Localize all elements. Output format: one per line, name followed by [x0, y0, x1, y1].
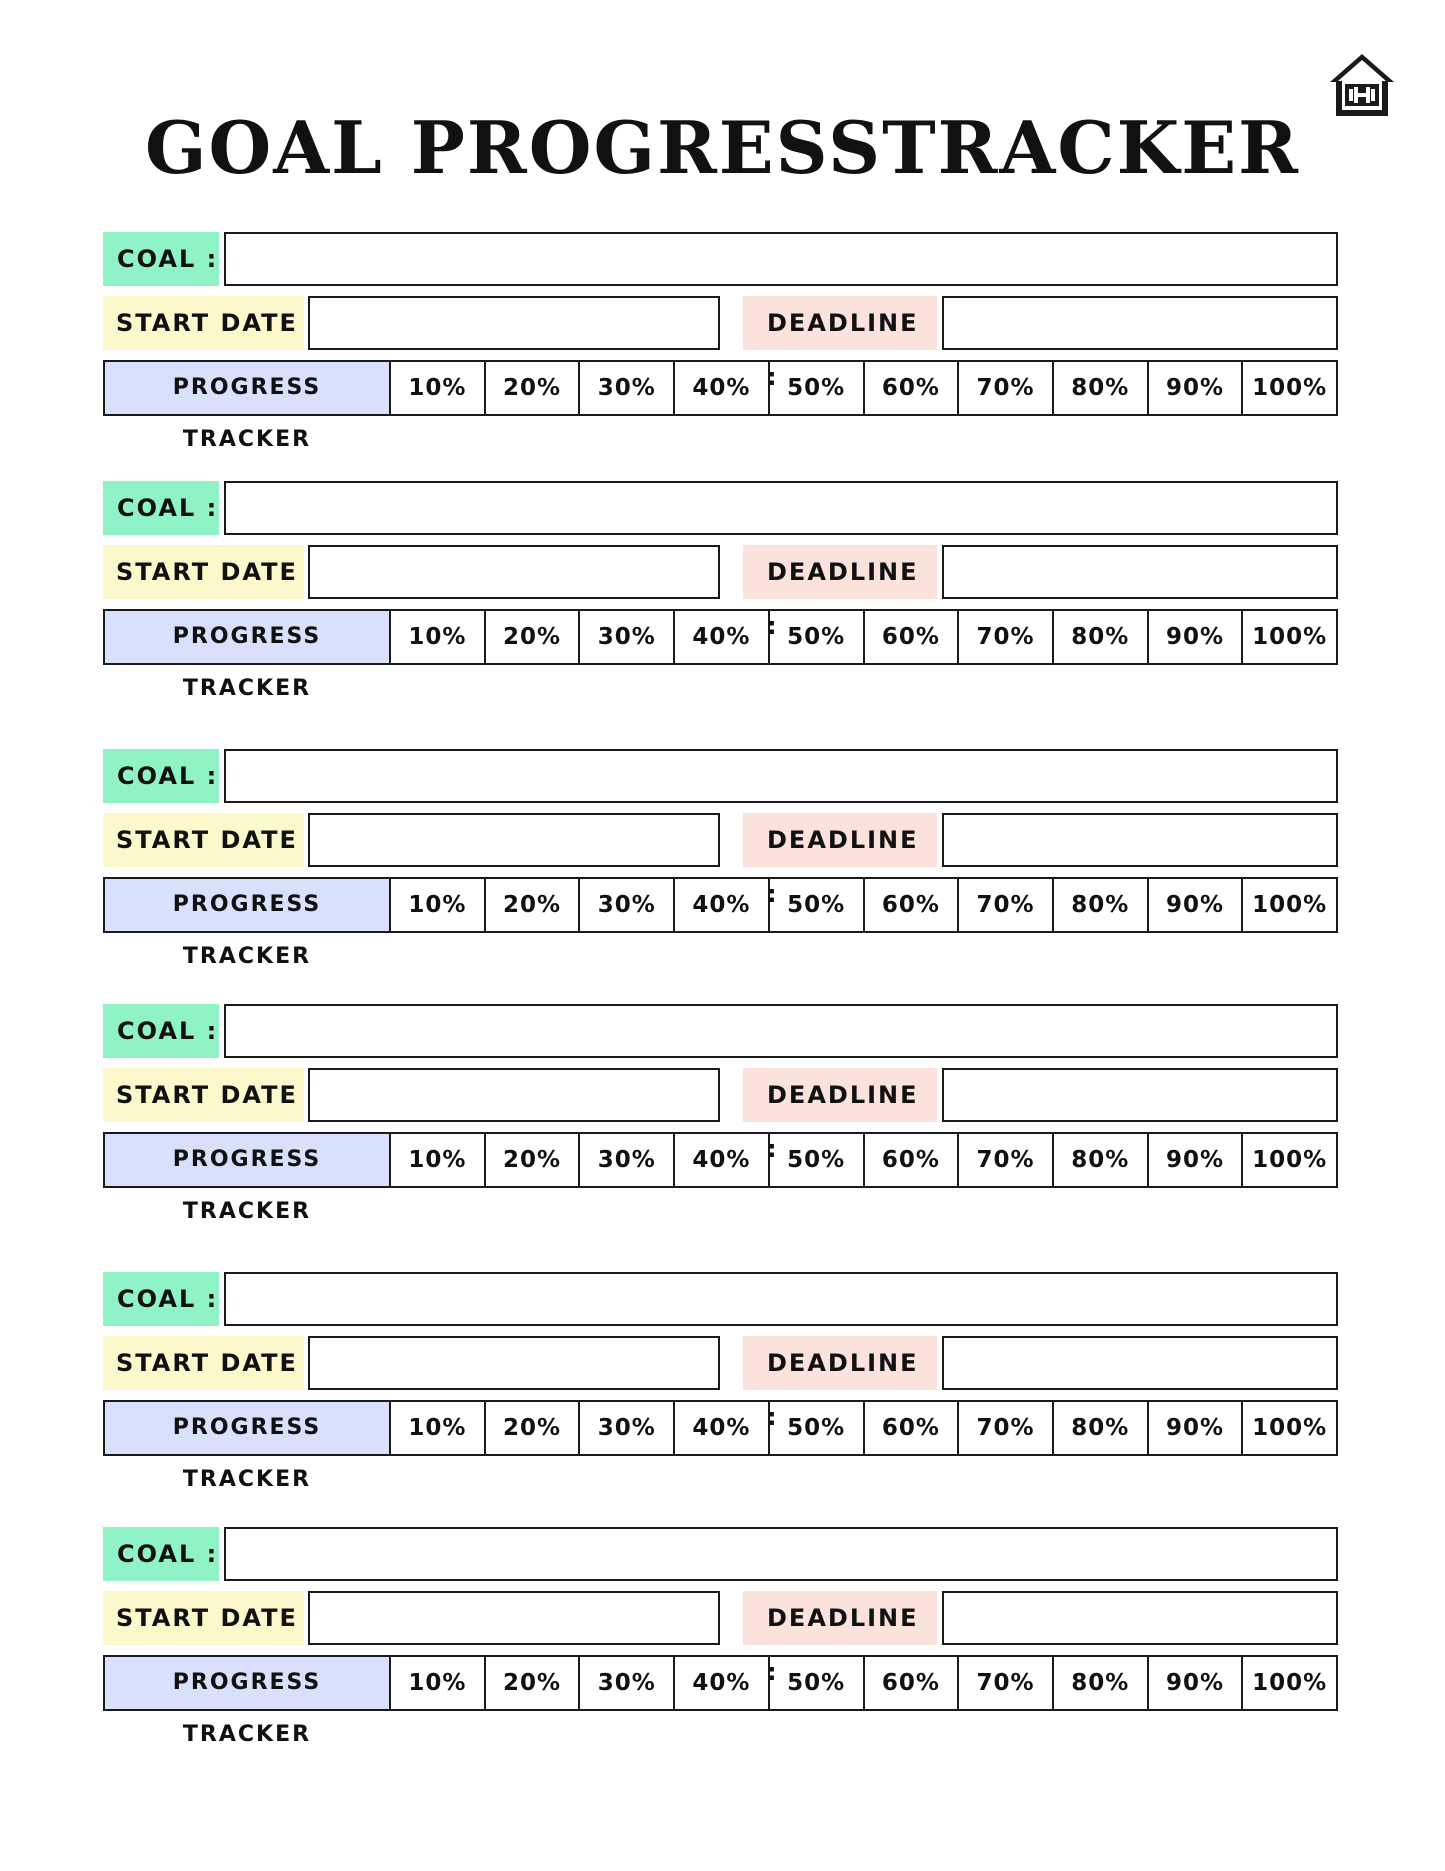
deadline-label: DEADLINE : — [743, 813, 937, 867]
progress-cell[interactable]: 40% — [675, 1134, 770, 1186]
progress-cell[interactable]: 90% — [1149, 1402, 1244, 1454]
progress-cell[interactable]: 70% — [959, 879, 1054, 931]
progress-cell[interactable]: 40% — [675, 1402, 770, 1454]
progress-tracker-label: PROGRESS TRACKER — [105, 879, 391, 931]
progress-cell[interactable]: 100% — [1252, 892, 1328, 918]
progress-cell[interactable]: 30% — [580, 611, 675, 663]
progress-cell[interactable]: 80% — [1054, 1657, 1149, 1709]
progress-cell[interactable]: 80% — [1054, 611, 1149, 663]
progress-cell[interactable]: 10% — [391, 1657, 486, 1709]
deadline-field[interactable] — [942, 1068, 1338, 1122]
page-title: GOAL PROGRESSTRACKER — [145, 105, 1300, 190]
progress-cell[interactable]: 20% — [486, 1402, 581, 1454]
start-date-label: START DATE — [103, 1068, 304, 1122]
progress-tracker — [103, 1655, 1338, 1747]
goal-section — [103, 481, 1338, 701]
goal-section — [103, 1272, 1338, 1492]
progress-cell[interactable]: 50% — [770, 879, 865, 931]
progress-cell[interactable]: 90% — [1149, 1657, 1244, 1709]
progress-cell[interactable]: 30% — [580, 1657, 675, 1709]
goal-label: COAL : — [103, 1004, 219, 1058]
progress-cell[interactable]: 10% — [391, 879, 486, 931]
progress-cell[interactable]: 70% — [959, 1402, 1054, 1454]
progress-tracker-label: PROGRESS TRACKER — [105, 362, 391, 414]
progress-cell[interactable]: 50% — [770, 1657, 865, 1709]
progress-cell[interactable]: 100% — [1252, 1670, 1328, 1696]
progress-cell[interactable]: 20% — [486, 611, 581, 663]
goal-label: COAL : — [103, 481, 219, 535]
start-date-field[interactable] — [308, 813, 720, 867]
goal-label: COAL : — [103, 749, 219, 803]
progress-cell[interactable]: 100% — [1252, 375, 1328, 401]
progress-cell[interactable]: 30% — [580, 879, 675, 931]
deadline-field[interactable] — [942, 1591, 1338, 1645]
progress-cell[interactable]: 30% — [580, 1402, 675, 1454]
start-date-label: START DATE — [103, 545, 304, 599]
start-date-field[interactable] — [308, 1591, 720, 1645]
start-date-field[interactable] — [308, 1068, 720, 1122]
deadline-label: DEADLINE : — [743, 296, 937, 350]
start-date-label: START DATE — [103, 1336, 304, 1390]
progress-cell[interactable]: 70% — [959, 1657, 1054, 1709]
deadline-label: DEADLINE : — [743, 1591, 937, 1645]
progress-cell[interactable]: 50% — [770, 1134, 865, 1186]
progress-tracker — [103, 1132, 1338, 1224]
progress-cell[interactable]: 50% — [770, 362, 865, 414]
progress-cell[interactable]: 30% — [580, 1134, 675, 1186]
progress-cell[interactable]: 90% — [1149, 1134, 1244, 1186]
progress-cell[interactable]: 60% — [865, 1657, 960, 1709]
start-date-label: START DATE — [103, 1591, 304, 1645]
progress-cell[interactable]: 20% — [486, 1657, 581, 1709]
progress-cell[interactable]: 10% — [391, 1402, 486, 1454]
start-date-label: START DATE — [103, 813, 304, 867]
deadline-label: DEADLINE : — [743, 1336, 937, 1390]
progress-cell[interactable]: 30% — [580, 362, 675, 414]
progress-cell[interactable]: 10% — [391, 362, 486, 414]
progress-cell[interactable]: 80% — [1054, 362, 1149, 414]
progress-tracker — [103, 877, 1338, 969]
goal-label: COAL : — [103, 1272, 219, 1326]
progress-cell[interactable]: 70% — [959, 1134, 1054, 1186]
progress-cell[interactable]: 50% — [770, 611, 865, 663]
progress-cell[interactable]: 90% — [1149, 362, 1244, 414]
progress-cell[interactable]: 20% — [486, 879, 581, 931]
start-date-field[interactable] — [308, 296, 720, 350]
progress-cell[interactable]: 20% — [486, 1134, 581, 1186]
progress-cell[interactable]: 40% — [675, 1657, 770, 1709]
goal-section — [103, 1527, 1338, 1747]
progress-cell[interactable]: 60% — [865, 362, 960, 414]
goal-field[interactable] — [224, 1004, 1338, 1058]
goal-field[interactable] — [224, 232, 1338, 286]
progress-cell[interactable]: 60% — [865, 1134, 960, 1186]
deadline-label: DEADLINE : — [743, 1068, 937, 1122]
progress-cell[interactable]: 40% — [675, 879, 770, 931]
progress-cell[interactable]: 60% — [865, 611, 960, 663]
progress-cell[interactable]: 90% — [1149, 611, 1244, 663]
goal-field[interactable] — [224, 1272, 1338, 1326]
progress-cell[interactable]: 40% — [675, 362, 770, 414]
goal-field[interactable] — [224, 749, 1338, 803]
progress-cell[interactable]: 70% — [959, 362, 1054, 414]
goal-field[interactable] — [224, 1527, 1338, 1581]
deadline-field[interactable] — [942, 813, 1338, 867]
goal-label: COAL : — [103, 232, 219, 286]
progress-cell[interactable]: 80% — [1054, 1402, 1149, 1454]
progress-tracker — [103, 609, 1338, 701]
progress-cell[interactable]: 70% — [959, 611, 1054, 663]
progress-cell[interactable]: 10% — [391, 611, 486, 663]
goal-section — [103, 1004, 1338, 1224]
progress-cell[interactable]: 60% — [865, 1402, 960, 1454]
progress-cell[interactable]: 50% — [770, 1402, 865, 1454]
progress-tracker-label: PROGRESS TRACKER — [105, 1134, 391, 1186]
progress-cell[interactable]: 20% — [486, 362, 581, 414]
deadline-field[interactable] — [942, 545, 1338, 599]
progress-cell[interactable]: 100% — [1252, 1147, 1328, 1173]
progress-tracker-label: PROGRESS TRACKER — [105, 1657, 391, 1709]
progress-cell[interactable]: 10% — [391, 1134, 486, 1186]
progress-tracker — [103, 360, 1338, 452]
progress-cell[interactable]: 100% — [1252, 624, 1328, 650]
progress-cell[interactable]: 90% — [1149, 879, 1244, 931]
progress-cell[interactable]: 100% — [1252, 1415, 1328, 1441]
progress-tracker-label: PROGRESS TRACKER — [105, 1402, 391, 1454]
progress-cell[interactable]: 80% — [1054, 879, 1149, 931]
progress-tracker — [103, 1400, 1338, 1492]
goal-field[interactable] — [224, 481, 1338, 535]
start-date-field[interactable] — [308, 545, 720, 599]
progress-cell[interactable]: 40% — [675, 611, 770, 663]
goal-section — [103, 749, 1338, 969]
start-date-label: START DATE — [103, 296, 304, 350]
start-date-field[interactable] — [308, 1336, 720, 1390]
deadline-label: DEADLINE : — [743, 545, 937, 599]
progress-cell[interactable]: 80% — [1054, 1134, 1149, 1186]
goal-label: COAL : — [103, 1527, 219, 1581]
deadline-field[interactable] — [942, 1336, 1338, 1390]
progress-tracker-label: PROGRESS TRACKER — [105, 611, 391, 663]
goal-section — [103, 232, 1338, 452]
deadline-field[interactable] — [942, 296, 1338, 350]
progress-cell[interactable]: 60% — [865, 879, 960, 931]
